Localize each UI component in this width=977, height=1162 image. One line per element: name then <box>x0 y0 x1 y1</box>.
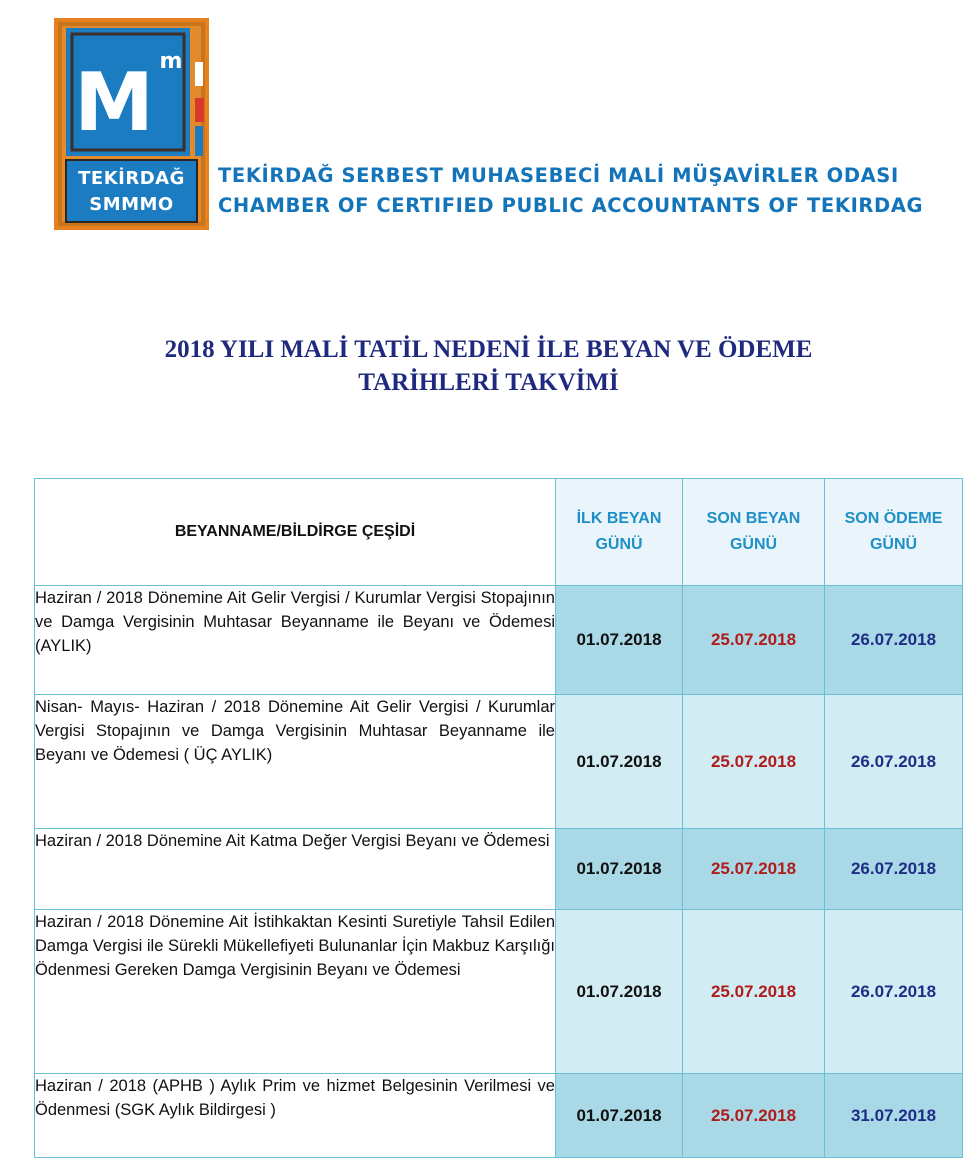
header-last-declaration-line2: GÜNÜ <box>729 536 778 553</box>
last-declaration-date: 25.07.2018 <box>683 910 825 1074</box>
first-declaration-date: 01.07.2018 <box>556 829 683 910</box>
organization-name-english: CHAMBER OF CERTIFIED PUBLIC ACCOUNTANTS OF TEKIRDAG <box>218 194 924 217</box>
first-declaration-date: 01.07.2018 <box>556 1074 683 1158</box>
header-last-declaration-line1: SON BEYAN <box>706 510 801 527</box>
document-title-line2: TARİHLERİ TAKVİMİ <box>358 369 619 396</box>
first-declaration-date: 01.07.2018 <box>556 910 683 1074</box>
header-first-declaration-line2: GÜNÜ <box>595 536 643 553</box>
header-last-payment-line1: SON ÖDEME <box>844 510 943 527</box>
row-description: Haziran / 2018 Dönemine Ait Gelir Vergisi / Kurumlar Vergisi Stopajının ve Damga Vergisinin Muhtasar Beyanname ile Beyanı ve Ödemesi (AYLIK) <box>35 586 556 695</box>
last-payment-date: 26.07.2018 <box>825 910 963 1074</box>
logo-text-line1: TEKİRDAĞ <box>78 168 185 189</box>
row-description: Haziran / 2018 Dönemine Ait İstihkaktan Kesinti Suretiyle Tahsil Edilen Damga Vergisi ile Sürekli Mükellefiyeti Bulunanlar İçin Makbuz Karşılığı Ödenmesi Gereken Damga Vergisinin Beyanı ve Ödemesi <box>35 910 556 1074</box>
header-last-payment-line2: GÜNÜ <box>869 536 918 553</box>
header-first-declaration-line1: İLK BEYAN <box>576 510 662 527</box>
row-description: Nisan- Mayıs- Haziran / 2018 Dönemine Ait Gelir Vergisi / Kurumlar Vergisi Stopajının ve Damga Vergisinin Muhtasar Beyanname ile Beyanı ve Ödemesi ( ÜÇ AYLIK) <box>35 695 556 829</box>
table-row <box>35 1074 963 1158</box>
logo-superscript: m <box>159 49 183 74</box>
header-first-declaration-day <box>556 479 683 586</box>
last-payment-date: 26.07.2018 <box>825 829 963 910</box>
header-last-declaration-day <box>683 479 825 586</box>
table-row <box>35 586 963 695</box>
last-declaration-date: 25.07.2018 <box>683 829 825 910</box>
organization-name-turkish: TEKİRDAĞ SERBEST MUHASEBECİ MALİ MÜŞAVİRLER ODASI <box>218 164 899 187</box>
row-description: Haziran / 2018 (APHB ) Aylık Prim ve hizmet Belgesinin Verilmesi ve Ödenmesi (SGK Aylık Bildirgesi ) <box>35 1074 556 1158</box>
header-declaration-type <box>35 479 556 586</box>
last-payment-date: 31.07.2018 <box>825 1074 963 1158</box>
table-header-row <box>35 479 963 586</box>
document-title-line1: 2018 YILI MALİ TATİL NEDENİ İLE BEYAN VE ÖDEME <box>164 336 813 363</box>
row-description: Haziran / 2018 Dönemine Ait Katma Değer Vergisi Beyanı ve Ödemesi <box>35 829 556 910</box>
last-payment-date: 26.07.2018 <box>825 695 963 829</box>
first-declaration-date: 01.07.2018 <box>556 695 683 829</box>
logo-text-line2: SMMMO <box>89 194 174 215</box>
table-row <box>35 910 963 1074</box>
header-last-payment-day <box>825 479 963 586</box>
first-declaration-date: 01.07.2018 <box>556 586 683 695</box>
last-declaration-date: 25.07.2018 <box>683 586 825 695</box>
last-declaration-date: 25.07.2018 <box>683 695 825 829</box>
table-row <box>35 695 963 829</box>
table-row <box>35 829 963 910</box>
header-declaration-type-label: BEYANNAME/BİLDİRGE ÇEŞİDİ <box>174 523 416 540</box>
last-declaration-date: 25.07.2018 <box>683 1074 825 1158</box>
declaration-calendar-table <box>34 478 963 1158</box>
last-payment-date: 26.07.2018 <box>825 586 963 695</box>
logo-letter: M <box>74 56 154 149</box>
chamber-logo <box>54 18 209 230</box>
